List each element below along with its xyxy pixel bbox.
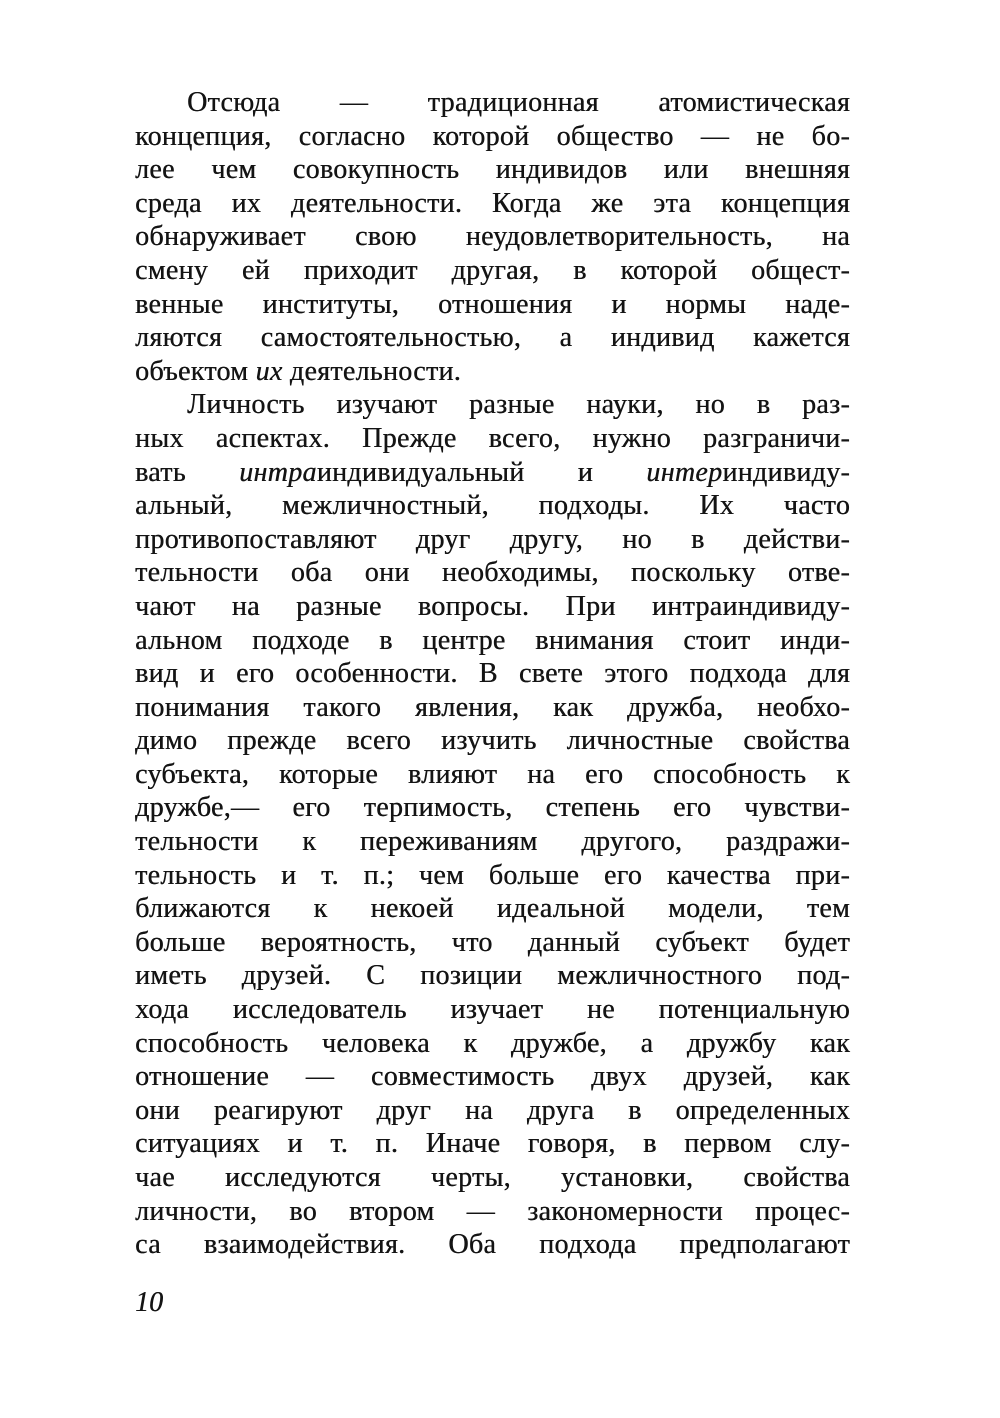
text-segment: димо прежде всего изучить личностные свойства (135, 725, 850, 757)
text-line (135, 86, 850, 120)
text-line (135, 724, 850, 758)
text-segment: вид и его особенности. В свете этого подхода для (135, 658, 850, 690)
text-line (135, 590, 850, 624)
text-line (135, 1127, 850, 1161)
text-line (135, 355, 850, 389)
text-line (135, 624, 850, 658)
text-line (135, 523, 850, 557)
text-line (135, 187, 850, 221)
text-line (135, 993, 850, 1027)
text-segment: субъекта, которые влияют на его способность к (135, 758, 850, 790)
body-text (135, 86, 850, 1262)
text-line (135, 926, 850, 960)
text-segment: венные институты, отношения и нормы наде- (135, 288, 850, 320)
text-segment: смену ей приходит другая, в которой общест- (135, 254, 850, 286)
text-segment: противопоставляют друг другу, но в действи- (135, 523, 850, 555)
text-line (135, 1195, 850, 1229)
text-line (135, 1060, 850, 1094)
page-number: 10 (135, 1287, 163, 1318)
text-segment: индивидуальный и (316, 456, 647, 488)
italic-text: интра (239, 456, 317, 488)
text-line (135, 892, 850, 926)
text-line (135, 691, 850, 725)
text-segment: объектом (135, 355, 256, 387)
text-line (135, 220, 850, 254)
text-segment: тельности к переживаниям другого, раздражи- (135, 826, 850, 858)
text-segment: отношение — совместимость двух друзей, как (135, 1061, 850, 1093)
text-line (135, 422, 850, 456)
text-line (135, 1228, 850, 1262)
text-segment: альный, межличностный, подходы. Их часто (135, 490, 850, 522)
text-segment: тельности оба они необходимы, поскольку отве- (135, 557, 850, 589)
text-segment: Отсюда — традиционная атомистическая (187, 87, 850, 118)
text-segment: деятельности. (282, 355, 461, 387)
text-segment: Личность изучают разные науки, но в раз- (187, 389, 850, 421)
text-line (135, 456, 850, 490)
text-segment: альном подходе в центре внимания стоит инди- (135, 624, 850, 656)
text-segment: вать (135, 456, 240, 488)
text-line (135, 489, 850, 523)
text-line (135, 825, 850, 859)
text-segment: способность человека к дружбе, а дружбу как (135, 1027, 850, 1059)
text-line (135, 254, 850, 288)
text-segment: среда их деятельности. Когда же эта концепция (135, 187, 850, 219)
text-segment: ближаются к некоей идеальной модели, тем (135, 893, 850, 925)
text-segment: чают на разные вопросы. При интраиндивиду- (135, 590, 850, 622)
text-segment: иметь друзей. С позиции межличностного под- (135, 960, 850, 992)
text-line (135, 1161, 850, 1195)
text-segment: больше вероятность, что данный субъект будет (135, 926, 850, 958)
text-line (135, 758, 850, 792)
text-segment: личности, во втором — закономерности процес- (135, 1195, 850, 1227)
text-line (135, 859, 850, 893)
text-segment: обнаруживает свою неудовлетворительность, на (135, 221, 850, 253)
text-line (135, 120, 850, 154)
text-segment: тельность и т. п.; чем больше его качества при- (135, 859, 850, 891)
text-segment: са взаимодействия. Оба подхода предполагают (135, 1229, 850, 1261)
text-segment: ситуациях и т. п. Иначе говоря, в первом слу- (135, 1128, 850, 1160)
text-line (135, 959, 850, 993)
text-segment: ляются самостоятельностью, а индивид кажется (135, 322, 850, 354)
text-segment: понимания такого явления, как дружба, необхо- (135, 691, 850, 723)
text-line (135, 1027, 850, 1061)
text-segment: они реагируют друг на друга в определенных (135, 1094, 850, 1126)
italic-text: интер (646, 456, 723, 488)
text-line (135, 556, 850, 590)
text-segment: ных аспектах. Прежде всего, нужно разграничи- (135, 422, 850, 454)
text-line (135, 657, 850, 691)
text-line (135, 1094, 850, 1128)
text-segment: хода исследователь изучает не потенциальную (135, 994, 850, 1026)
text-line (135, 153, 850, 187)
text-line (135, 321, 850, 355)
text-line (135, 388, 850, 422)
text-segment: дружбе,— его терпимость, степень его чувстви- (135, 792, 850, 824)
text-line (135, 288, 850, 322)
text-line (135, 791, 850, 825)
text-segment: индивиду- (722, 456, 850, 488)
text-segment: чае исследуются черты, установки, свойства (135, 1162, 850, 1193)
text-segment: лее чем совокупность индивидов или внешняя (135, 154, 850, 186)
italic-text: их (255, 355, 283, 387)
text-segment: концепция, согласно которой общество — не бо- (135, 120, 850, 152)
